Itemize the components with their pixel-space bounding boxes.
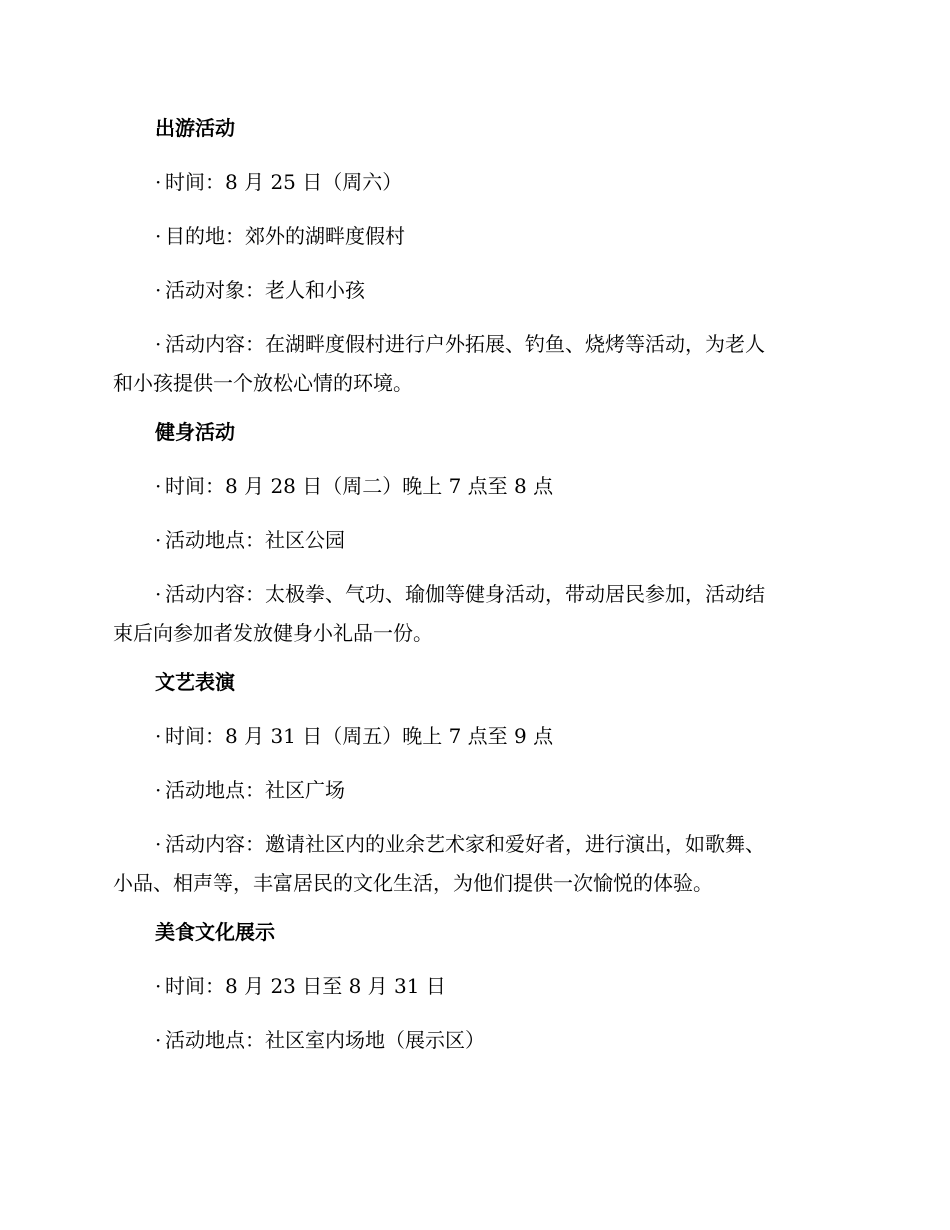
item-text: 活动地点：社区广场 [165,778,345,802]
item-text: 活动地点：社区公园 [165,528,345,552]
item-text: 活动内容：在湖畔度假村进行户外拓展、钓鱼、烧烤等活动，为老人 [165,332,765,356]
section-heading-fitness: 健身活动 [155,420,235,444]
item-text: 时间：8 月 25 日（周六） [165,170,403,194]
bullet-icon: · [155,474,162,498]
item-text: 活动对象：老人和小孩 [165,278,365,302]
item-text: 目的地：郊外的湖畔度假村 [165,224,405,248]
list-item [113,1013,823,1067]
bullet-icon: · [155,724,162,748]
item-text-continued: 和小孩提供一个放松心情的环境。 [113,371,413,395]
section-heading-outing: 出游活动 [155,116,235,140]
bullet-icon: · [155,170,162,194]
item-text: 时间：8 月 23 日至 8 月 31 日 [165,974,446,998]
list-item [113,763,823,817]
list-item [113,567,823,655]
item-text: 活动内容：太极拳、气功、瑜伽等健身活动，带动居民参加，活动结 [165,582,765,606]
item-text: 时间：8 月 31 日（周五）晚上 7 点至 9 点 [165,724,554,748]
list-item [113,459,823,513]
list-item [113,959,823,1013]
list-item [113,317,823,405]
list-item [113,263,823,317]
bullet-icon: · [155,332,162,356]
bullet-icon: · [155,1028,162,1052]
section-heading-performance: 文艺表演 [155,670,235,694]
bullet-icon: · [155,974,162,998]
bullet-icon: · [155,582,162,606]
section-heading-food-culture: 美食文化展示 [155,920,275,944]
list-item [113,513,823,567]
item-text: 活动地点：社区室内场地（展示区） [165,1028,485,1052]
item-text-continued: 小品、相声等，丰富居民的文化生活，为他们提供一次愉悦的体验。 [113,871,713,895]
list-item [113,155,823,209]
item-text-continued: 束后向参加者发放健身小礼品一份。 [113,621,433,645]
bullet-icon: · [155,778,162,802]
bullet-icon: · [155,278,162,302]
list-item [113,817,823,905]
document-body [113,101,823,1067]
bullet-icon: · [155,832,162,856]
bullet-icon: · [155,224,162,248]
bullet-icon: · [155,528,162,552]
item-text: 活动内容：邀请社区内的业余艺术家和爱好者，进行演出，如歌舞、 [165,832,765,856]
list-item [113,209,823,263]
list-item [113,709,823,763]
item-text: 时间：8 月 28 日（周二）晚上 7 点至 8 点 [165,474,554,498]
